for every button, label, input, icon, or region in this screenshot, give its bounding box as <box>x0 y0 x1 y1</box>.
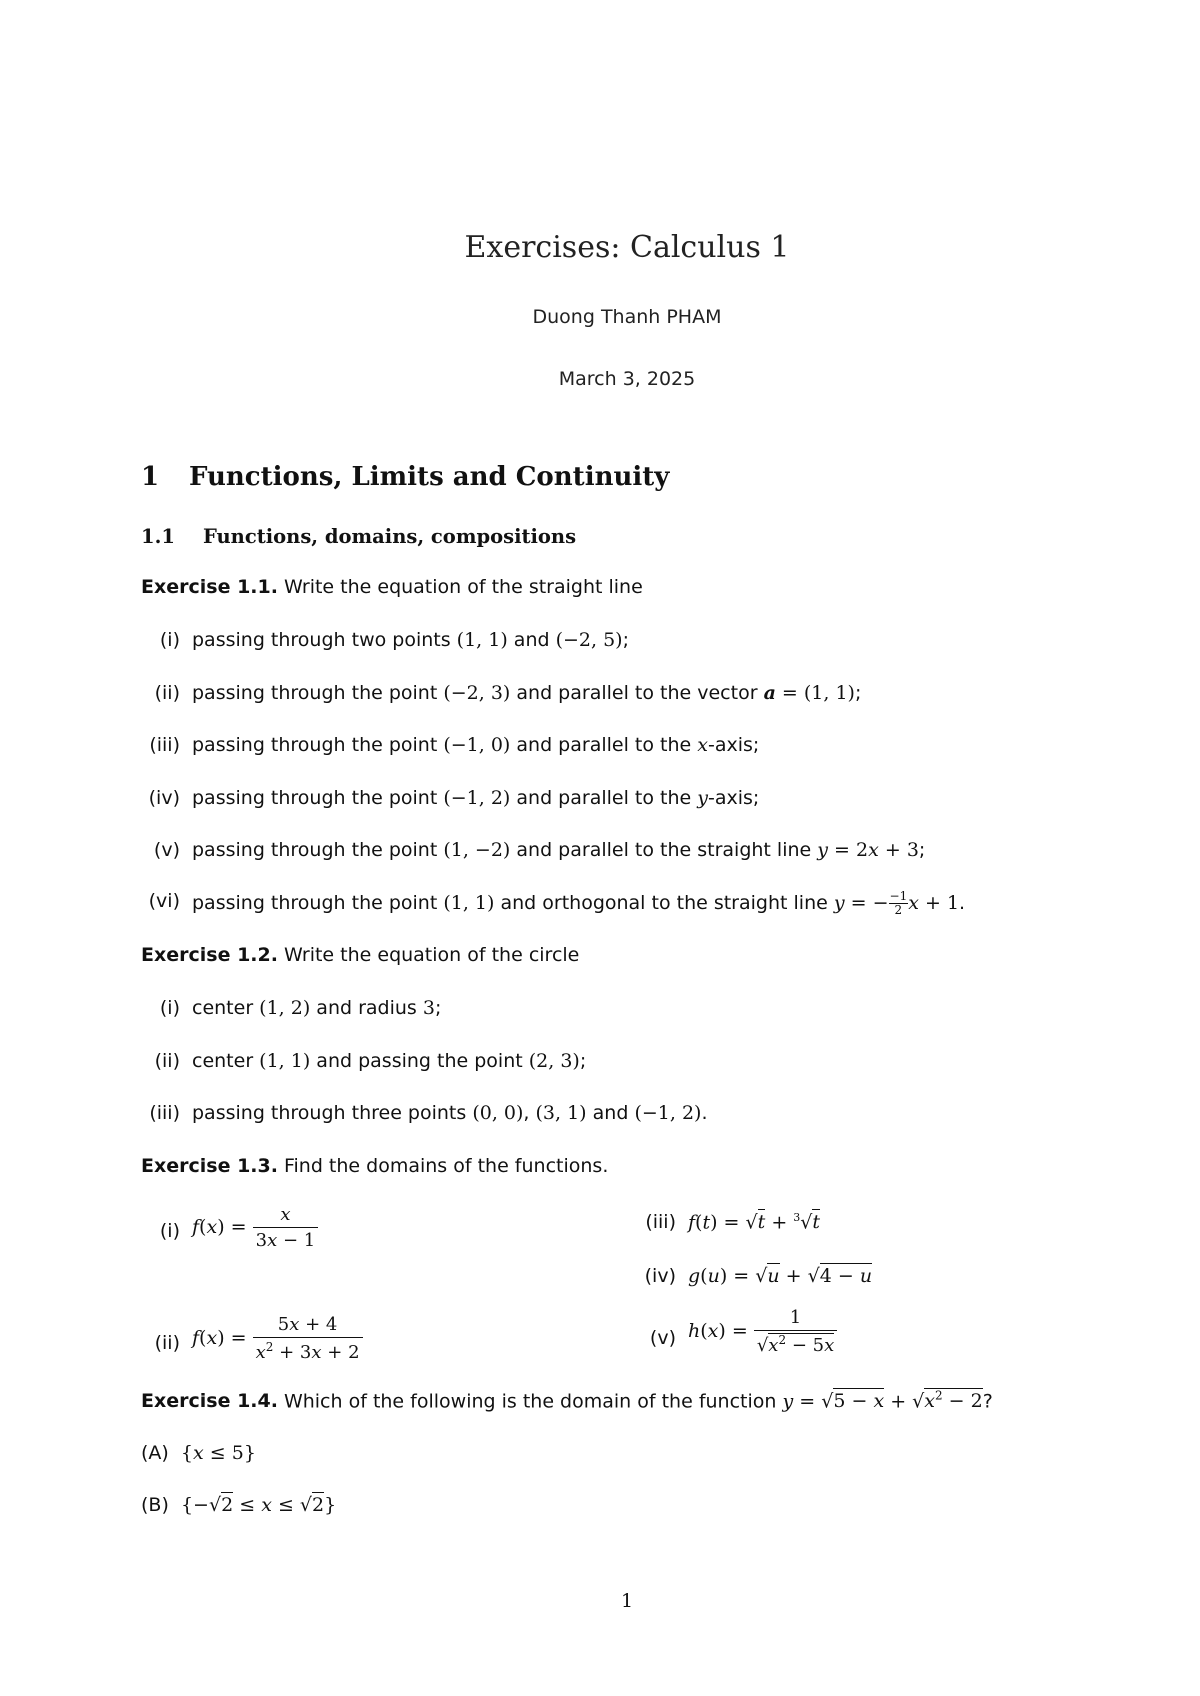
item-text: center (1, 2) and radius 3; <box>192 997 442 1019</box>
author: Duong Thanh PHAM <box>532 306 722 328</box>
subsection-heading <box>141 525 576 548</box>
item-label: (v) <box>153 839 180 861</box>
item-label: (i) <box>159 629 180 651</box>
page-number: 1 <box>620 1590 634 1612</box>
exercise-1-4: Exercise 1.4. Which of the following is the domain of the function $y = √5 - x + √x^2 - 2$? <box>141 1389 993 1413</box>
item-label: (iii) <box>645 1211 676 1233</box>
document-title: Exercises: Calculus 1 <box>464 230 790 265</box>
item-label: (vi) <box>148 890 180 912</box>
item-formula: f(x) = $\frac{x}{3x - 1}$ <box>192 1204 318 1251</box>
item-label: (ii) <box>154 1050 180 1072</box>
subsection-number: 1.1 <box>141 525 175 548</box>
item-formula: g(u) = √u + √4 − u <box>688 1265 873 1287</box>
item-text: passing through the point (−1, 0) and parallel to the x-axis; <box>192 734 760 756</box>
subsection-title: Functions, domains, compositions <box>203 525 577 548</box>
item-formula: f(x) = $\frac{5x + 4}{x^2 + 3x + 2}$ <box>192 1314 363 1363</box>
item-label: (i) <box>159 1220 180 1242</box>
item-label: (v) <box>649 1327 676 1349</box>
exercise-text: Which of the following is the domain of the function <box>283 1390 777 1413</box>
item-text: passing through three points (0, 0), (3, 1) and (−1, 2). <box>192 1102 708 1124</box>
option-formula: {x ≤ 5} <box>174 1442 256 1464</box>
item-label: (iv) <box>644 1265 676 1287</box>
exercise-label: Exercise 1.3. <box>141 1155 278 1177</box>
item-text: passing through the point (−2, 3) and parallel to the vector a = (1, 1); <box>192 682 862 704</box>
item-text: passing through the point (1, 1) and orthogonal to the straight line y = − $\frac{-1}{2}$ x + 1. <box>192 889 966 917</box>
item-label: (i) <box>159 997 180 1019</box>
option-formula: {−√2 ≤ x ≤ √2} <box>174 1494 337 1516</box>
item-text: passing through the point (−1, 2) and parallel to the y-axis; <box>192 787 760 809</box>
item-text: center (1, 1) and passing the point (2, 3); <box>192 1050 587 1072</box>
section-heading <box>141 462 669 492</box>
item-label: (iv) <box>148 787 180 809</box>
item-formula: f(t) = √t + $^3$√t <box>688 1211 821 1234</box>
option-b <box>141 1494 336 1516</box>
option-label: (B) <box>141 1494 169 1516</box>
item-text: passing through two points (1, 1) and (−2, 5); <box>192 629 630 651</box>
exercise-1-3 <box>141 1155 608 1177</box>
item-label: (iii) <box>149 1102 180 1124</box>
item-text: passing through the point (1, −2) and parallel to the straight line y = 2x + 3; <box>192 839 926 861</box>
exercise-1-1 <box>141 576 643 598</box>
item-label: (ii) <box>154 682 180 704</box>
exercise-label: Exercise 1.4. <box>141 1390 278 1413</box>
item-label: (ii) <box>154 1332 180 1354</box>
section-title: Functions, Limits and Continuity <box>189 462 670 492</box>
exercise-1-2 <box>141 944 579 966</box>
exercise-text: Write the equation of the circle <box>283 944 580 966</box>
exercise-text: Find the domains of the functions. <box>283 1155 609 1177</box>
item-formula: h(x) = $\frac{1}{√x^2 - 5x}$ <box>688 1307 837 1356</box>
date: March 3, 2025 <box>558 368 696 390</box>
exercise-text: Write the equation of the straight line <box>283 576 643 598</box>
item-label: (iii) <box>149 734 180 756</box>
exercise-label: Exercise 1.1. <box>141 576 278 598</box>
option-label: (A) <box>141 1442 169 1464</box>
section-number: 1 <box>141 462 160 492</box>
option-a <box>141 1442 256 1464</box>
exercise-label: Exercise 1.2. <box>141 944 278 966</box>
